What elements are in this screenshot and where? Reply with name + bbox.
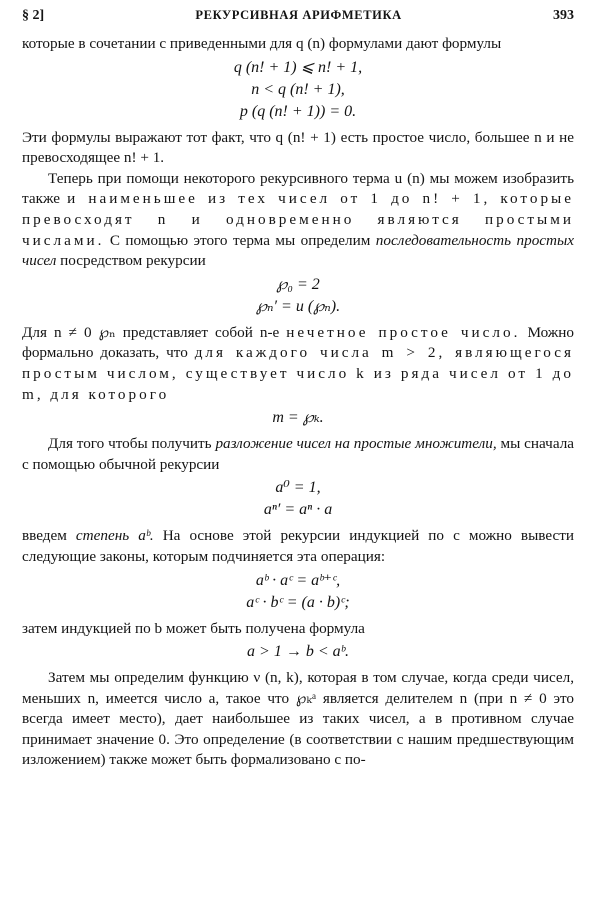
page-number: 393 bbox=[553, 8, 574, 23]
section-number: § 2] bbox=[22, 8, 45, 23]
paragraph-5 bbox=[22, 434, 574, 475]
paragraph-2: Эти формулы выражают тот факт, что q (n! + 1) есть простое число, большее n и не превосходящее n! + 1. bbox=[22, 128, 574, 167]
formula-block-1 bbox=[22, 57, 574, 123]
formula-block-5 bbox=[22, 570, 574, 614]
paragraph-1: которые в сочетании с приведенными для q (n) формулами дают формулы bbox=[22, 35, 502, 52]
italic-term: последовательность простых чисел bbox=[22, 231, 575, 270]
text-run: Для того чтобы получить bbox=[48, 435, 212, 453]
formula-line: aᵇ · aᶜ = aᵇ⁺ᶜ, bbox=[255, 571, 341, 589]
formula-line: m = ℘ₖ. bbox=[272, 409, 324, 427]
running-header bbox=[22, 8, 574, 24]
text-run: Теперь при помощи некоторого рекурсивного терма u (n) мы можем изобразить также bbox=[22, 169, 574, 208]
formula-line: q (n! + 1) ⩽ n! + 1, bbox=[233, 58, 363, 76]
formula-block-3 bbox=[22, 407, 574, 429]
text-run: введем bbox=[22, 527, 67, 545]
formula-line: a⁰ = 1, bbox=[275, 479, 321, 497]
text-run: На основе этой рекурсии индукцией по c можно вывести следующие законы, которым подчиняется эта операция: bbox=[22, 527, 575, 565]
italic-term: степень aᵇ. bbox=[75, 527, 154, 545]
italic-term: разложение чисел на простые множители, bbox=[215, 435, 497, 453]
formula-line: a > 1 → b < aᵇ. bbox=[247, 643, 349, 661]
spaced-text: и наименьшее из тех чисел от 1 до n! + 1, которые превосходят n и одновременно являются простыми числами. bbox=[22, 190, 574, 249]
formula-line: p (q (n! + 1)) = 0. bbox=[239, 102, 357, 120]
formula-line: aⁿ′ = aⁿ · a bbox=[263, 501, 333, 519]
spaced-text: нечетное простое число. bbox=[286, 323, 521, 341]
formula-block-2 bbox=[22, 274, 574, 318]
paragraph-7: затем индукцией по b может быть получена формула bbox=[22, 619, 365, 637]
formula-line: aᶜ · bᶜ = (a · b)ᶜ; bbox=[246, 593, 350, 611]
formula-line: ℘₀ = 2 bbox=[276, 275, 320, 293]
paragraph-6 bbox=[22, 526, 574, 567]
formula-line: n < q (n! + 1), bbox=[251, 80, 345, 98]
running-title: РЕКУРСИВНАЯ АРИФМЕТИКА bbox=[195, 8, 402, 22]
formula-line: ℘ₙ′ = u (℘ₙ). bbox=[255, 297, 341, 315]
formula-block-6 bbox=[22, 641, 574, 663]
formula-block-4 bbox=[22, 477, 574, 521]
paragraph-8: Затем мы определим функцию ν (n, k), которая в том случае, когда среди чисел, меньших n, имеется число a, такое что ℘ₖᵃ является делителем n (при n ≠ 0 это всегда имеет место), дает наибольшее из таких чисел, а в противном случае принимает значение 0. Это определение (в соответствии с нашим предшествующим изложением) также может быть формализовано с по- bbox=[22, 669, 574, 769]
text-run: С помощью этого терма мы определим bbox=[109, 231, 371, 249]
text-run: Можно формально доказать, что bbox=[22, 323, 575, 362]
spaced-text: для каждого числа m > 2, являющегося простым числом, существует число k из ряда чисел от 1 до m, для которого bbox=[22, 344, 574, 403]
text-run: Для n ≠ 0 ℘ₙ представляет собой n-е bbox=[22, 323, 280, 341]
paragraph-3 bbox=[22, 169, 574, 272]
paragraph-4 bbox=[22, 323, 574, 405]
text-run: мы сначала с помощью обычной рекурсии bbox=[22, 435, 575, 473]
text-run: посредством рекурсии bbox=[60, 252, 206, 270]
